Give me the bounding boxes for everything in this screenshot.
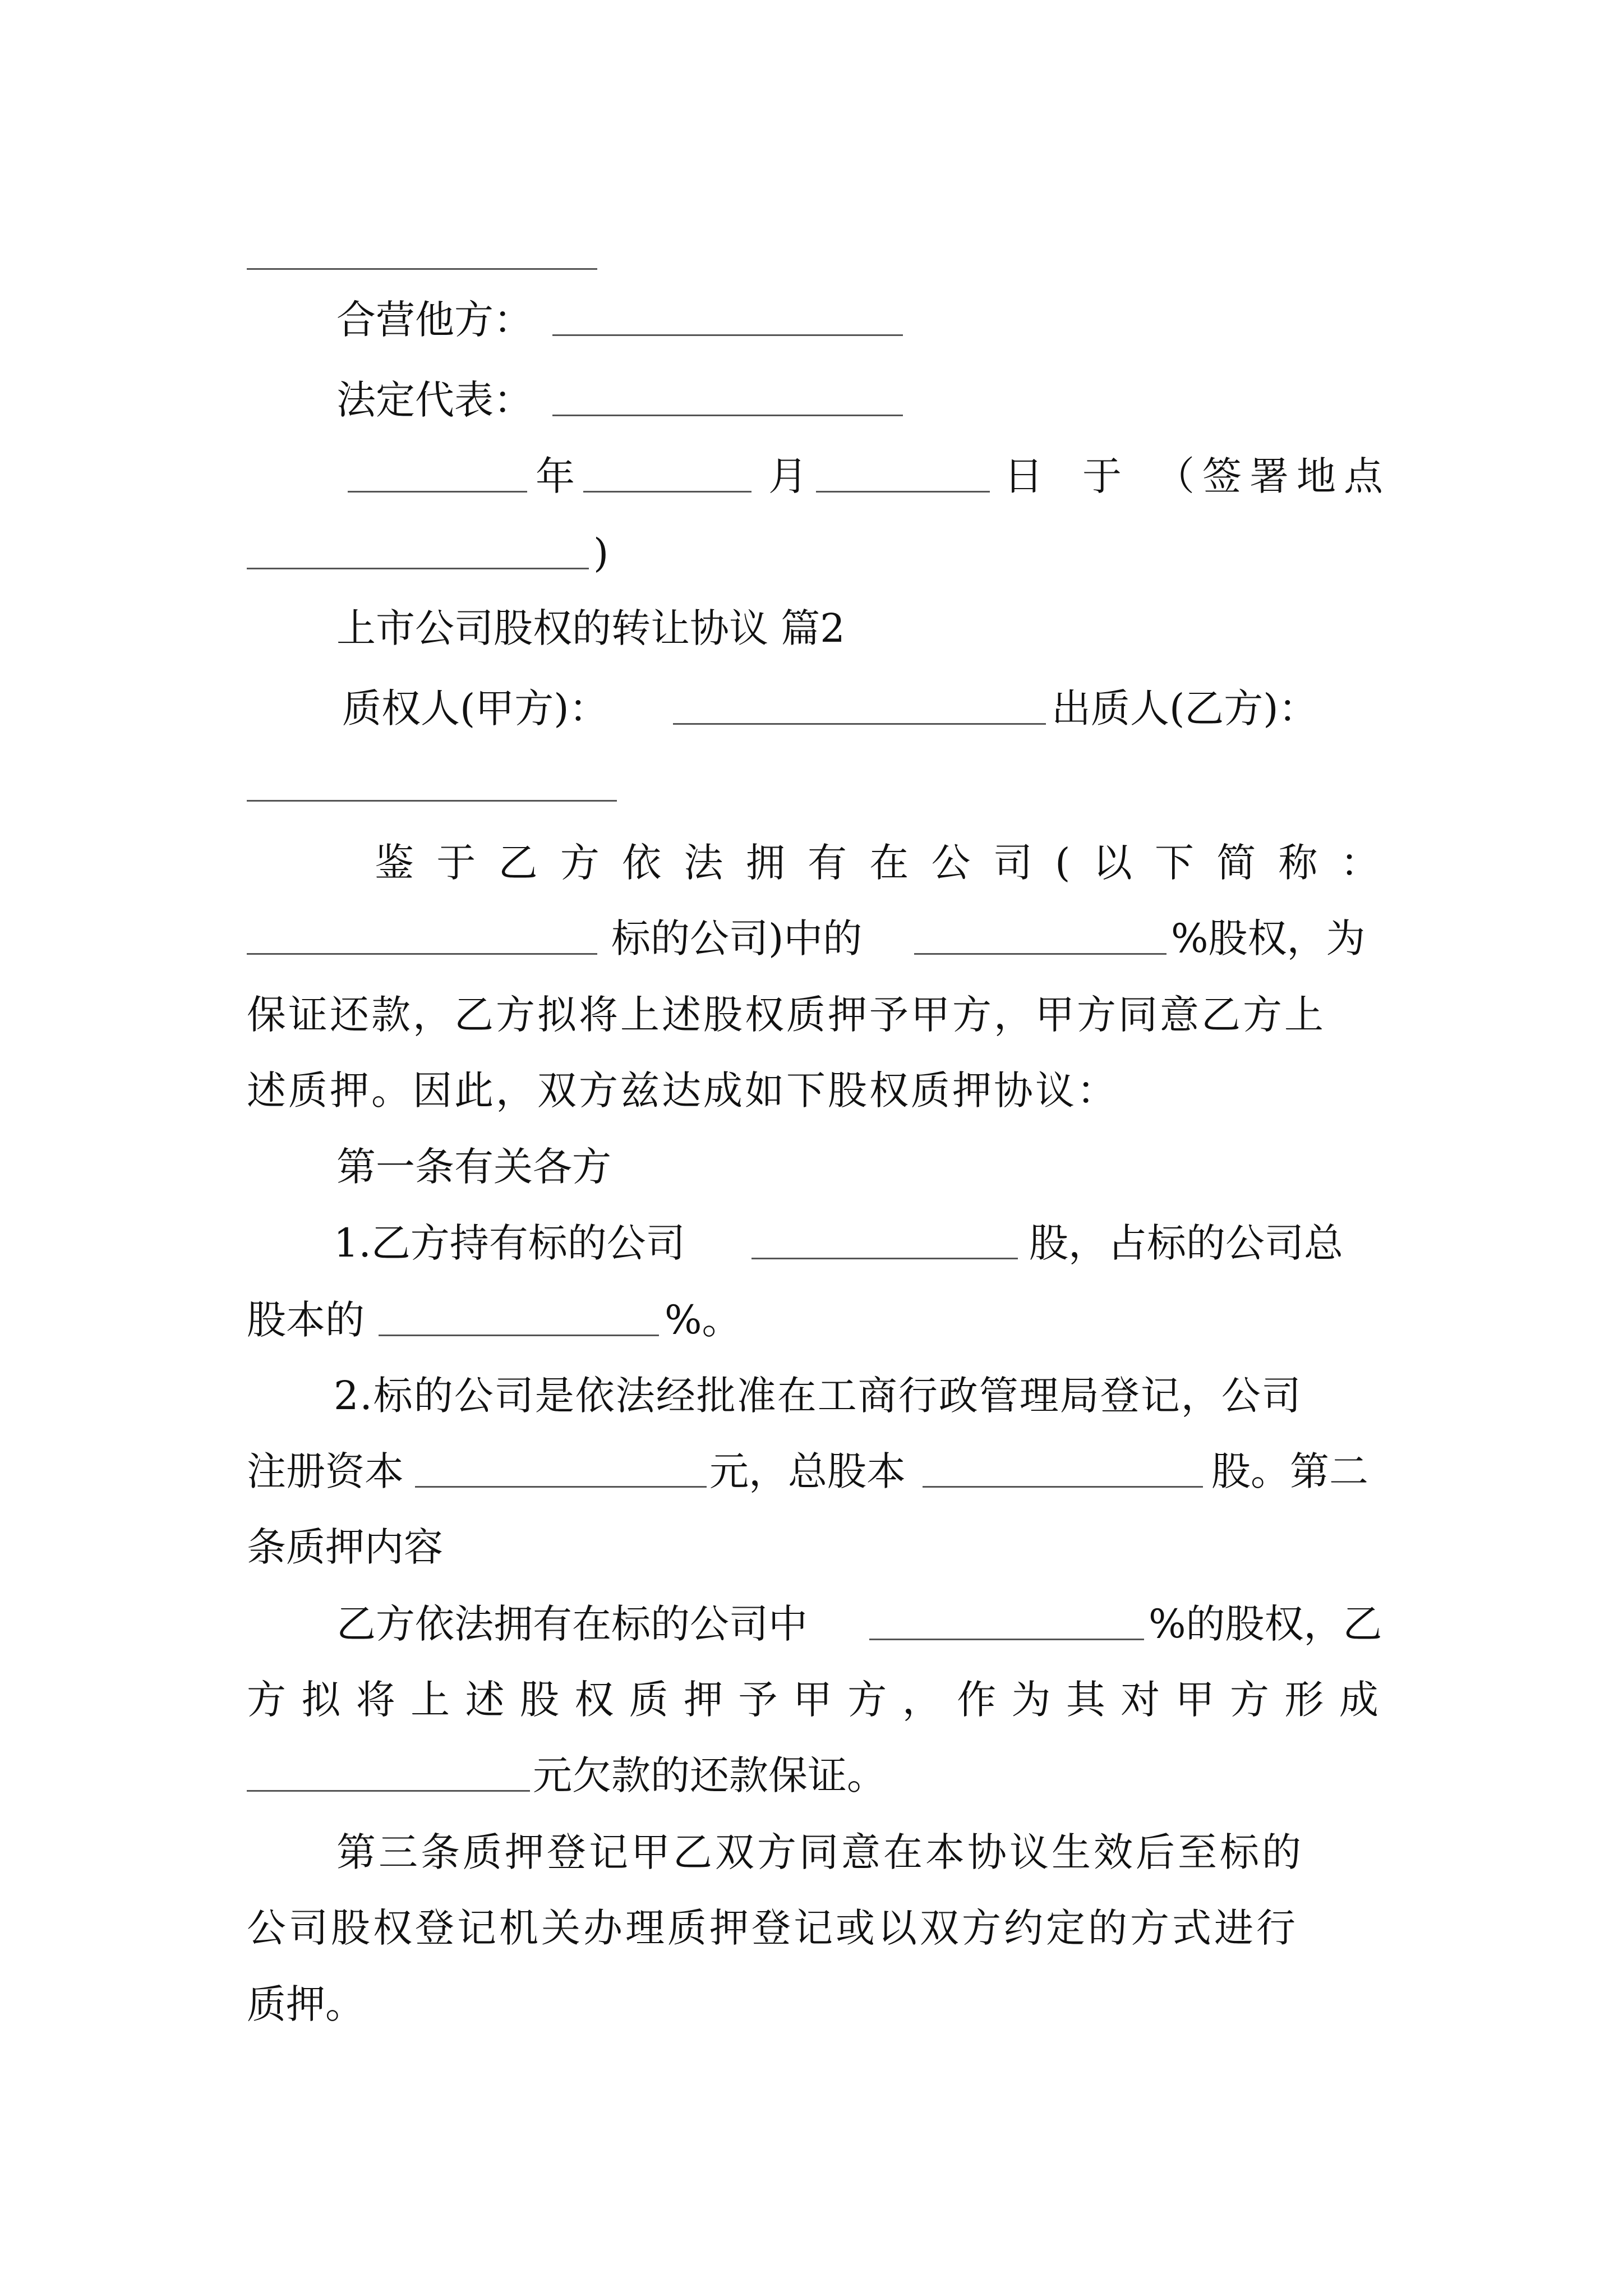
preamble-line-1 xyxy=(0,823,1623,902)
preamble-text-2a: 标的公司)中的 xyxy=(611,915,863,961)
article-2-line-1 xyxy=(0,1585,1623,1663)
article-1-item-2a: 2.标的公司是依法经批准在工商行政管理局登记，公司 xyxy=(334,1373,1302,1419)
pledgor-label: 出质人(乙方)： xyxy=(1052,685,1318,731)
preamble-line-4 xyxy=(0,1051,1623,1130)
day-blank xyxy=(816,491,990,493)
preamble-line-3 xyxy=(0,976,1623,1054)
month-label: 月 xyxy=(768,453,808,499)
shares-held-blank xyxy=(751,1258,1018,1259)
equity-percent-blank xyxy=(914,953,1166,955)
article-2-text-1b: %的股权，乙 xyxy=(1149,1601,1382,1647)
article-1-item-1a: 1.乙方持有标的公司 xyxy=(334,1220,685,1266)
article-1-item-2 xyxy=(0,1356,1623,1435)
blank-underline xyxy=(247,268,597,270)
article-2-text-2: 方 拟 将 上 述 股 权 质 押 予 甲 方 ， 作 为 其 对 甲 方 形 成 xyxy=(247,1677,1378,1723)
preamble-text-3: 保证还款，乙方拟将上述股权质押予甲方，甲方同意乙方上 xyxy=(247,992,1326,1038)
pledgee-line xyxy=(0,669,1623,748)
pledgor-blank xyxy=(247,800,617,802)
place-line xyxy=(0,514,1623,592)
article-3-text-2: 公司股权登记机关办理质押登记或以双方约定的方式进行 xyxy=(247,1905,1298,1951)
article-2-line-2 xyxy=(0,1660,1623,1739)
article-3-text-3: 质押。 xyxy=(247,1981,365,2027)
article-1-item-1c: 股本的 xyxy=(247,1297,365,1343)
heading-text: 上市公司股权的转让协议 篇2 xyxy=(336,605,845,651)
other-party-line xyxy=(0,280,1623,359)
place-close-label: ) xyxy=(593,530,609,576)
preamble-text-1: 鉴 于 乙 方 依 法 拥 有 在 公 司 ( 以 下 简 称 ： xyxy=(375,840,1380,886)
article-1-title-text: 第一条有关各方 xyxy=(336,1144,611,1190)
article-2-line-3 xyxy=(0,1736,1623,1815)
article-3-line-1 xyxy=(0,1813,1623,1892)
article-1-item-1b: 股，占标的公司总 xyxy=(1029,1220,1343,1266)
article-1-item-2-cont xyxy=(0,1432,1623,1511)
article-3-line-2 xyxy=(0,1889,1623,1967)
article-1-item-1 xyxy=(0,1204,1623,1282)
preamble-text-4: 述质押。因此，双方兹达成如下股权质押协议： xyxy=(247,1068,1118,1114)
article-2-text-1a: 乙方依法拥有在标的公司中 xyxy=(336,1601,808,1647)
registered-capital-blank xyxy=(415,1486,707,1488)
place-open-label: （签署地点 xyxy=(1155,453,1391,499)
other-party-blank xyxy=(552,334,903,336)
legal-rep-blank xyxy=(552,415,903,416)
article-1-item-2d: 股。第二 xyxy=(1211,1448,1368,1494)
company-name-blank xyxy=(247,953,597,955)
preamble-text-2b: %股权，为 xyxy=(1171,915,1366,961)
article-1-item-1d: %。 xyxy=(665,1297,741,1343)
article-2-title xyxy=(0,1508,1623,1586)
legal-rep-label: 法定代表： xyxy=(336,377,533,423)
article-1-item-2b: 注册资本 xyxy=(247,1448,404,1494)
month-blank xyxy=(583,491,751,493)
article-1-item-2c: 元，总股本 xyxy=(709,1448,906,1494)
year-label: 年 xyxy=(536,453,575,499)
pledgee-label: 质权人(甲方)： xyxy=(342,685,608,731)
share-percent-blank xyxy=(379,1335,659,1336)
article-3-text-1: 第三条质押登记甲乙双方同意在本协议生效后至标的 xyxy=(336,1829,1304,1875)
article-1-title xyxy=(0,1128,1623,1206)
section-heading xyxy=(0,589,1623,668)
pledged-percent-blank xyxy=(869,1639,1144,1640)
article-1-item-2e: 条质押内容 xyxy=(247,1524,443,1570)
day-label: 日 xyxy=(1004,453,1043,499)
at-label: 于 xyxy=(1082,453,1122,499)
article-3-line-3 xyxy=(0,1965,1623,2044)
total-shares-blank xyxy=(923,1486,1203,1488)
place-blank xyxy=(247,568,589,569)
date-place-line xyxy=(0,437,1623,516)
debt-amount-blank xyxy=(247,1790,530,1792)
pledgee-blank xyxy=(673,723,1046,725)
article-2-text-3: 元欠款的还款保证。 xyxy=(533,1752,886,1798)
article-1-item-1-cont xyxy=(0,1281,1623,1359)
other-party-label: 合营他方： xyxy=(336,297,533,343)
pledgor-blank-line xyxy=(0,746,1623,825)
legal-rep-line xyxy=(0,361,1623,439)
year-blank xyxy=(348,491,527,493)
preamble-line-2 xyxy=(0,899,1623,978)
